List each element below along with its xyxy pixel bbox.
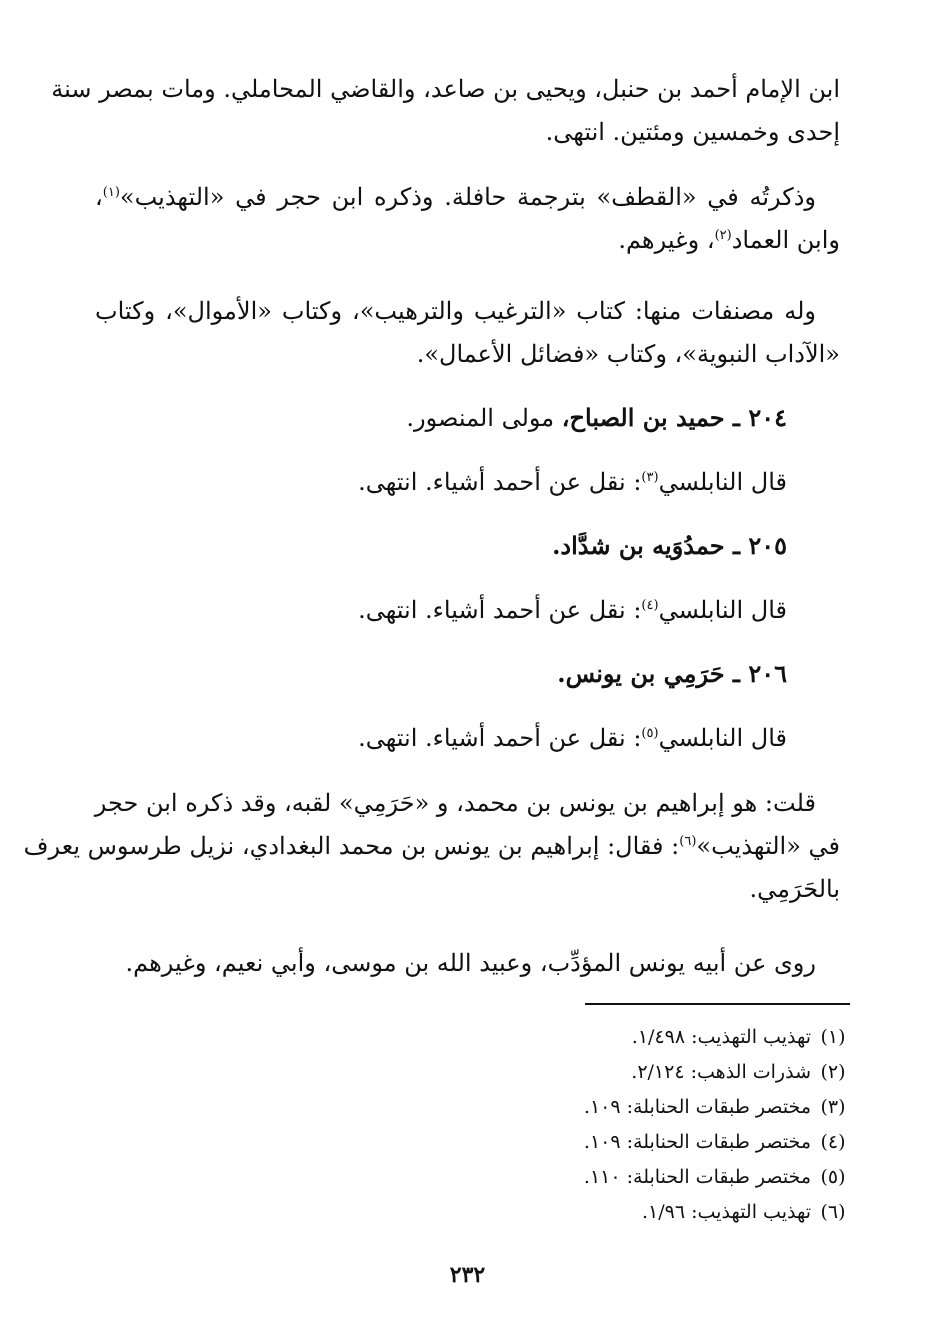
footnote-ref-3[interactable]: (٣) bbox=[641, 470, 659, 485]
entry-205-note-rest: : نقل عن أحمد أشياء. انتهى. bbox=[358, 596, 642, 624]
entry-204-note bbox=[97, 462, 787, 502]
paragraph-4-line-3: بالحَرَمِي. bbox=[749, 875, 840, 903]
entry-204-heading bbox=[97, 398, 787, 438]
footnote-2 bbox=[435, 1055, 855, 1090]
entry-205-title: ٢٠٥ ـ حمدُوَيه بن شدَّاد. bbox=[552, 531, 787, 560]
footnote-ref-1[interactable]: (١) bbox=[102, 185, 120, 200]
entry-204-note-prefix: قال النابلسي bbox=[658, 468, 787, 496]
footnote-3-text: مختصر طبقات الحنابلة: ١٠٩. bbox=[583, 1096, 811, 1118]
footnote-3-number: (٣) bbox=[820, 1096, 846, 1118]
footnote-6-text: تهذيب التهذيب: ١/٩٦. bbox=[642, 1201, 811, 1223]
paragraph-3 bbox=[95, 290, 840, 376]
paragraph-4-line-2-end: : فقال: إبراهيم بن يونس بن محمد البغدادي، نزيل طرسوس يعرف bbox=[23, 832, 680, 860]
paragraph-2-line-1 bbox=[95, 176, 840, 219]
footnote-5-number: (٥) bbox=[820, 1166, 846, 1188]
paragraph-1-line-2: إحدى وخمسين ومئتين. انتهى. bbox=[545, 118, 840, 146]
paragraph-1-line-1: ابن الإمام أحمد بن حنبل، ويحيى بن صاعد، والقاضي المحاملي. ومات بمصر سنة bbox=[51, 75, 840, 103]
footnote-4-number: (٤) bbox=[820, 1131, 846, 1153]
paragraph-2-line-2-end: ، وغيرهم. bbox=[618, 226, 715, 254]
footnote-5 bbox=[435, 1160, 855, 1195]
footnote-2-number: (٢) bbox=[820, 1061, 846, 1083]
footnote-4-text: مختصر طبقات الحنابلة: ١٠٩. bbox=[583, 1131, 811, 1153]
paragraph-2-line-1-text: وذكرتُه في «القطف» بترجمة حافلة. وذكره ابن حجر في «التهذيب» bbox=[119, 183, 816, 211]
footnote-4 bbox=[435, 1125, 855, 1160]
entry-204-rest: مولى المنصور. bbox=[406, 404, 562, 432]
paragraph-5 bbox=[95, 942, 840, 985]
paragraph-4-line-2 bbox=[23, 825, 840, 868]
paragraph-4-line-2-start: في «التهذيب» bbox=[696, 832, 840, 860]
footnote-divider bbox=[585, 1003, 850, 1005]
footnote-5-text: مختصر طبقات الحنابلة: ١١٠. bbox=[583, 1166, 811, 1188]
footnote-ref-4[interactable]: (٤) bbox=[641, 598, 659, 613]
paragraph-2-line-2-text: وابن العماد bbox=[731, 226, 840, 254]
paragraph-5-line-1: روى عن أبيه يونس المؤدِّب، وعبيد الله بن موسى، وأبي نعيم، وغيرهم. bbox=[125, 949, 816, 977]
footnotes-list bbox=[435, 1020, 855, 1230]
paragraph-3-line-2: «الآداب النبوية»، وكتاب «فضائل الأعمال». bbox=[416, 340, 840, 368]
paragraph-4-line-1: قلت: هو إبراهيم بن يونس بن محمد، و «حَرَمِي» لقبه، وقد ذكره ابن حجر bbox=[94, 789, 816, 817]
entry-206-title: ٢٠٦ ـ حَرَمِي بن يونس. bbox=[557, 659, 787, 688]
entry-206-heading bbox=[97, 654, 787, 694]
paragraph-2-line-1-end: ، bbox=[95, 183, 103, 211]
footnote-ref-6[interactable]: (٦) bbox=[679, 834, 697, 849]
footnote-6 bbox=[435, 1195, 855, 1230]
footnote-ref-2[interactable]: (٢) bbox=[714, 228, 732, 243]
entry-206-note-prefix: قال النابلسي bbox=[658, 724, 787, 752]
footnote-2-text: شذرات الذهب: ٢/١٢٤. bbox=[631, 1061, 811, 1083]
entry-206-note bbox=[97, 718, 787, 758]
footnote-1-number: (١) bbox=[820, 1026, 846, 1048]
entry-205-note bbox=[97, 590, 787, 630]
entry-204-note-rest: : نقل عن أحمد أشياء. انتهى. bbox=[358, 468, 642, 496]
footnote-3 bbox=[435, 1090, 855, 1125]
paragraph-2 bbox=[95, 176, 840, 262]
paragraph-3-line-1: وله مصنفات منها: كتاب «الترغيب والترهيب»، وكتاب «الأموال»، وكتاب bbox=[95, 297, 816, 325]
entry-205-note-prefix: قال النابلسي bbox=[658, 596, 787, 624]
paragraph-2-line-2 bbox=[95, 219, 840, 262]
entry-204-title: ٢٠٤ ـ حميد بن الصباح، bbox=[561, 403, 787, 432]
entry-206-note-rest: : نقل عن أحمد أشياء. انتهى. bbox=[358, 724, 642, 752]
footnote-1 bbox=[435, 1020, 855, 1055]
entry-205-heading bbox=[97, 526, 787, 566]
footnote-1-text: تهذيب التهذيب: ١/٤٩٨. bbox=[631, 1026, 811, 1048]
footnote-6-number: (٦) bbox=[820, 1201, 846, 1223]
paragraph-1 bbox=[51, 68, 840, 154]
page-number: ٢٣٢ bbox=[449, 1262, 486, 1288]
paragraph-4 bbox=[23, 782, 840, 911]
footnote-ref-5[interactable]: (٥) bbox=[641, 726, 659, 741]
